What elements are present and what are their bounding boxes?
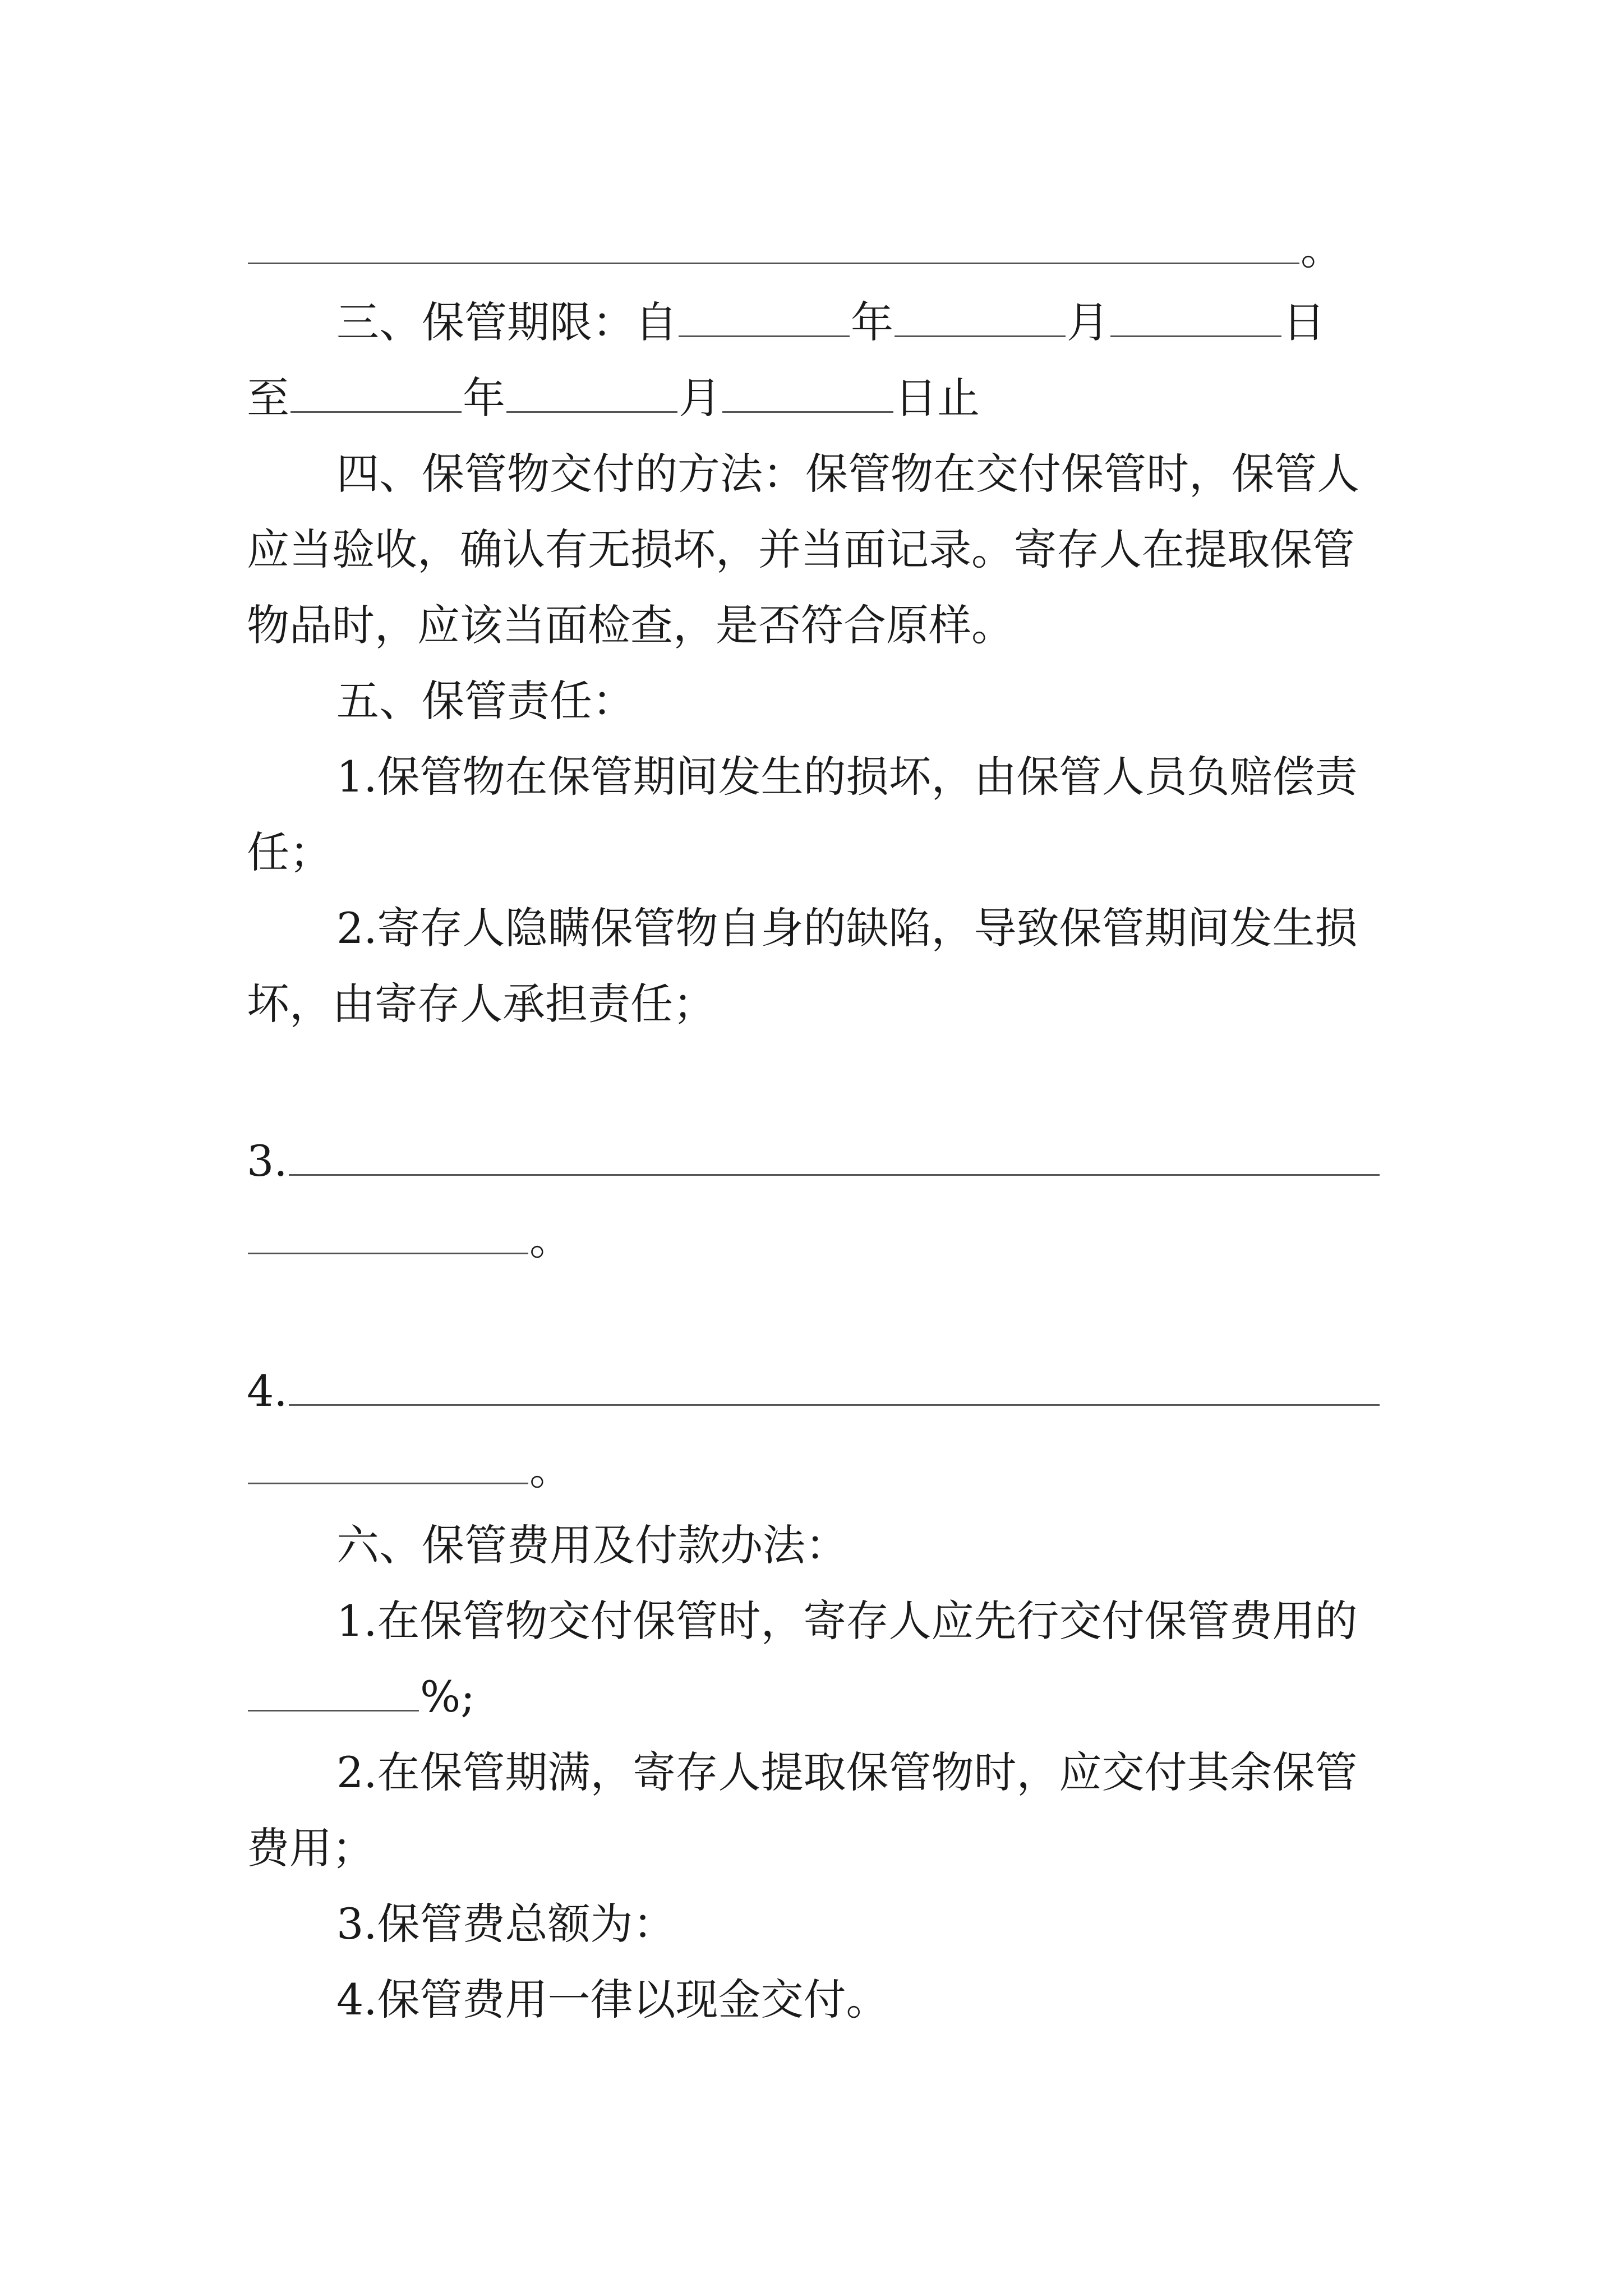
item3-blank[interactable] — [289, 1131, 1380, 1176]
end-year-blank[interactable] — [291, 369, 462, 413]
fee-heading: 六、保管费用及付款办法： — [336, 1520, 848, 1570]
period: 。 — [529, 1444, 572, 1494]
term-line-2 — [247, 365, 980, 432]
duty-item4-line2 — [247, 1436, 572, 1503]
fee-item1-line1: 1.在保管物交付保管时，寄存人应先行交付保管费用的 — [336, 1596, 1358, 1646]
delivery-line-2: 应当验收，确认有无损坏，并当面记录。寄存人在提取保管 — [247, 524, 1355, 574]
fee-item2-line1: 2.在保管期满，寄存人提取保管物时，应交付其余保管 — [336, 1747, 1358, 1797]
end-label: 日止 — [895, 373, 980, 423]
fee-item1-line2 — [247, 1663, 475, 1731]
fee-item4: 4.保管费用一律以现金交付。 — [336, 1975, 889, 2024]
item4-blank[interactable] — [289, 1361, 1380, 1406]
duty-item2-line1: 2.寄存人隐瞒保管物自身的缺陷，导致保管期间发生损 — [336, 903, 1358, 953]
item3-number: 3. — [247, 1136, 288, 1186]
fee-item2-line2: 费用； — [247, 1823, 375, 1873]
delivery-line-1: 四、保管物交付的方法：保管物在交付保管时，保管人 — [336, 449, 1359, 499]
item4-number: 4. — [247, 1366, 288, 1416]
to-label: 至 — [247, 373, 289, 423]
period: 。 — [529, 1214, 572, 1264]
fee-item3: 3.保管费总额为： — [336, 1899, 676, 1949]
term-line-1 — [336, 289, 1325, 356]
duty-item1-line1: 1.保管物在保管期间发生的损坏，由保管人员负赔偿责 — [336, 752, 1358, 802]
item4-blank-cont[interactable] — [248, 1440, 528, 1484]
blank-line-top — [247, 216, 1343, 283]
percent-suffix: %; — [420, 1672, 475, 1722]
percent-blank[interactable] — [248, 1667, 419, 1711]
month-label: 月 — [1067, 297, 1109, 347]
year-label: 年 — [851, 297, 893, 347]
delivery-line-3: 物品时，应该当面检查，是否符合原样。 — [247, 600, 1014, 650]
item3-blank-cont[interactable] — [248, 1210, 528, 1254]
day-label: 日 — [1283, 297, 1325, 347]
duty-item2-line2: 坏，由寄存人承担责任； — [247, 979, 716, 1029]
fill-blank[interactable] — [248, 220, 1299, 264]
month-label: 月 — [679, 373, 721, 423]
period: 。 — [1301, 224, 1343, 274]
duty-heading: 五、保管责任： — [336, 676, 635, 726]
term-label: 三、保管期限：自 — [336, 297, 677, 347]
duty-item3-line2 — [247, 1206, 572, 1273]
duty-item1-line2: 任； — [247, 827, 332, 877]
start-year-blank[interactable] — [679, 293, 850, 337]
duty-item4-line1 — [247, 1358, 1381, 1425]
start-month-blank[interactable] — [895, 293, 1066, 337]
year-label: 年 — [463, 373, 505, 423]
start-day-blank[interactable] — [1110, 293, 1281, 337]
end-day-blank[interactable] — [722, 369, 893, 413]
duty-item3-line1 — [247, 1128, 1381, 1195]
end-month-blank[interactable] — [506, 369, 677, 413]
